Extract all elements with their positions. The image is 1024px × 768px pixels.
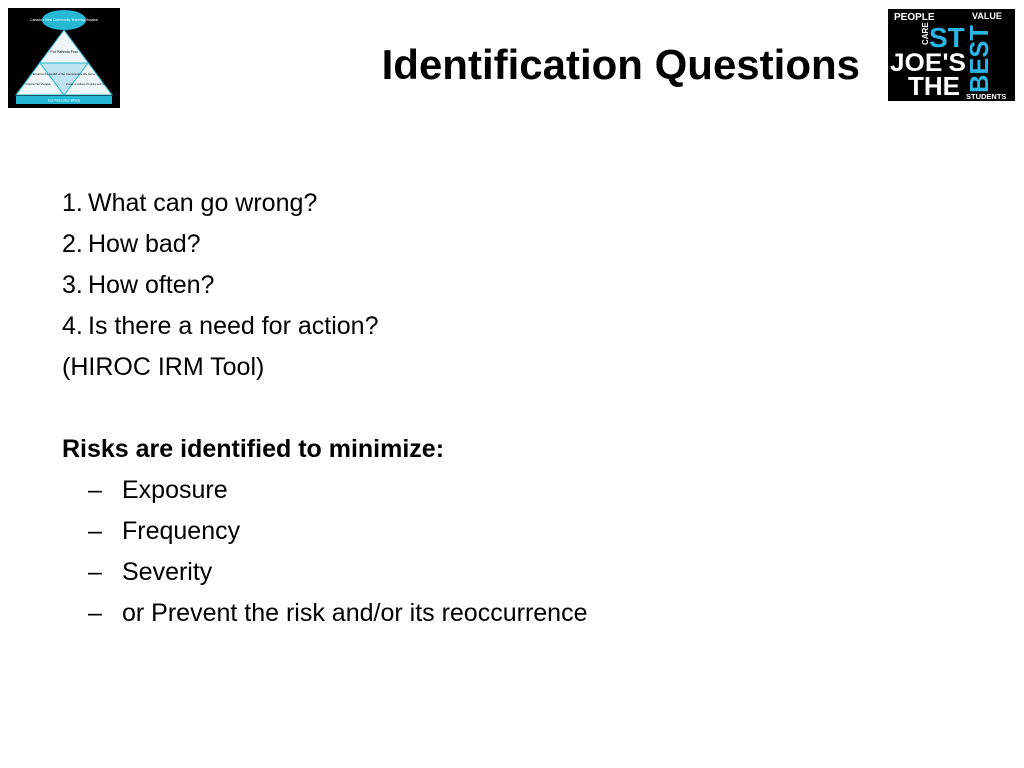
dash-bullet: – [88, 476, 102, 504]
logo-best: BEST [964, 23, 994, 93]
st-joes-logo [888, 9, 1015, 101]
strategy-triangle-logo [8, 8, 120, 108]
strategy-triangle-graphic [8, 8, 120, 108]
question-item [62, 267, 962, 308]
source-note: (HIROC IRM Tool) [62, 353, 265, 381]
dash-bullet: – [88, 599, 102, 627]
logo-care: CARE [921, 22, 930, 45]
identification-question-list [62, 185, 962, 349]
risk-item-list [62, 472, 962, 636]
question-text: Is there a need for action? [88, 312, 379, 340]
risk-heading: Risks are identified to minimize: [62, 435, 445, 463]
risk-item [62, 554, 962, 595]
slide-body [62, 185, 962, 636]
risk-item [62, 472, 962, 513]
risk-item-text: or Prevent the risk and/or its reoccurrence [122, 599, 588, 627]
question-number: 4. [62, 312, 83, 340]
risk-item [62, 595, 962, 636]
logo-left-center: Enhance the Health of the Communities We Serve [32, 72, 96, 76]
question-number: 2. [62, 230, 83, 258]
risk-item [62, 513, 962, 554]
question-text: How often? [88, 271, 215, 299]
dash-bullet: – [88, 517, 102, 545]
slide-title: Identification Questions [381, 41, 860, 88]
question-text: What can go wrong? [88, 189, 318, 217]
logo-people: PEOPLE [894, 12, 935, 23]
risk-item-text: Severity [122, 558, 213, 586]
question-number: 1. [62, 189, 83, 217]
logo-left-right: Create a Culture of Inquiry and Innovation [65, 83, 115, 86]
logo-left-apex: Put Patients First [50, 50, 78, 54]
dash-bullet: – [88, 558, 102, 586]
question-item [62, 226, 962, 267]
logo-left-top-badge: Canada's Best Community Teaching Hospital [30, 18, 98, 22]
question-number: 3. [62, 271, 83, 299]
logo-left-left: Inspire Our People [25, 82, 51, 86]
logo-st: ST [929, 22, 965, 53]
question-item [62, 308, 962, 349]
question-text: How bad? [88, 230, 201, 258]
risk-item-text: Frequency [122, 517, 241, 545]
risk-item-text: Exposure [122, 476, 228, 504]
st-joes-wordmark [888, 9, 1015, 101]
logo-students: STUDENTS [966, 92, 1007, 101]
logo-joes: JOE'S [890, 49, 966, 77]
question-item [62, 185, 962, 226]
logo-value: VALUE [972, 11, 1002, 21]
logo-left-bottom-bar: Use Resources Wisely [47, 98, 81, 103]
spacer [62, 390, 962, 431]
logo-the: THE [908, 71, 960, 101]
